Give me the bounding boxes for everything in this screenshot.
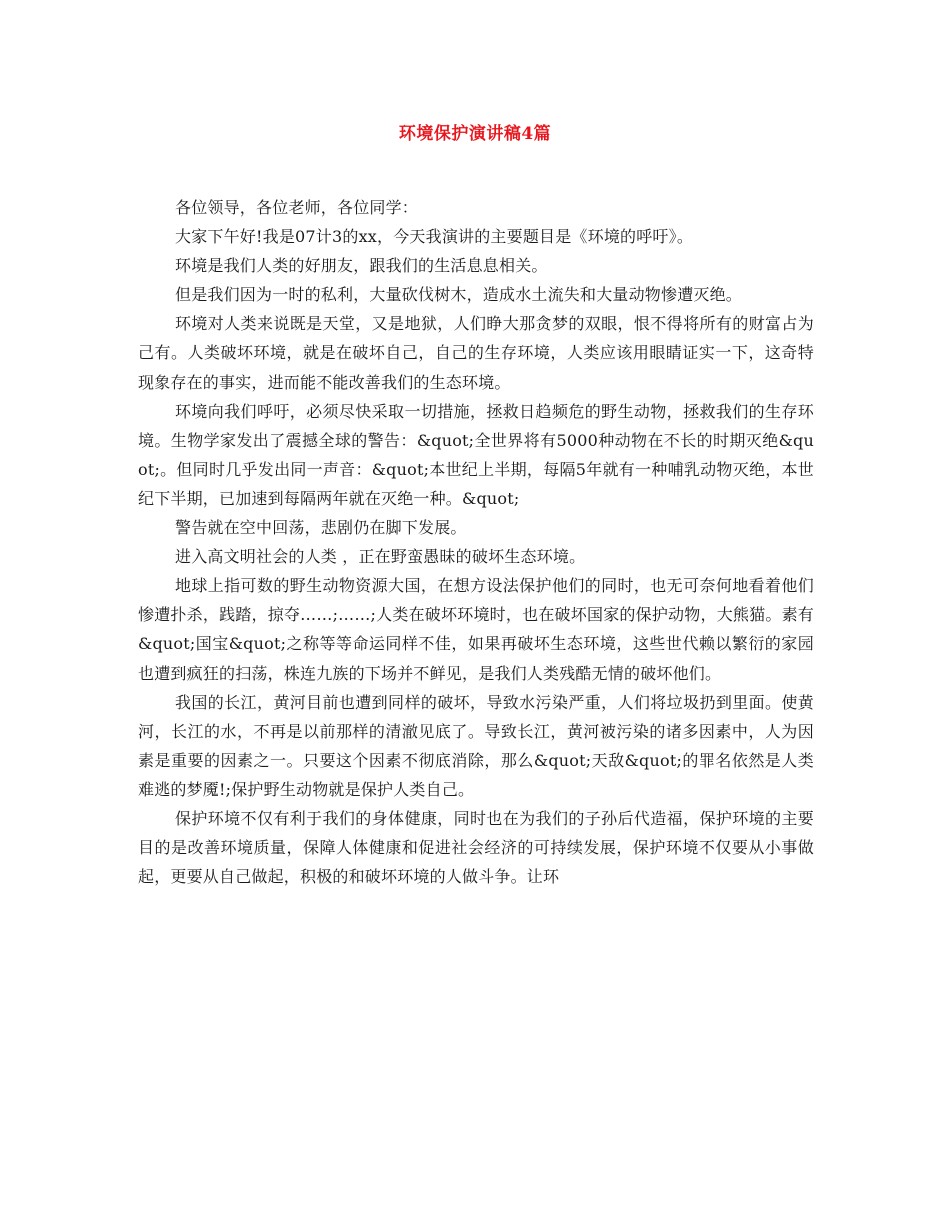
paragraph-rivers: 我国的长江，黄河目前也遭到同样的破坏，导致水污染严重，人们将垃圾扔到里面。使黄河，长江的水，不再是以前那样的清澈见底了。导致长江，黄河被污染的诸多因素中，人为因素是重要的因素之一。只要这个因素不彻底消除，那么&quot;天敌&quot;的罪名依然是人类难逃的梦魇!;保护野生动物就是保护人类自己。 [138, 692, 814, 799]
paragraph-greeting: 各位领导，各位老师，各位同学： [175, 198, 419, 217]
document-body [138, 193, 814, 891]
document-title: 环境保护演讲稿4篇 [398, 124, 552, 144]
paragraph-friend: 环境是我们人类的好朋友，跟我们的生活息息相关。 [175, 256, 548, 276]
paragraph-civilization: 进入高文明社会的人类 ，正在野蛮愚昧的破坏生态环境。 [175, 547, 586, 567]
paragraph-deforestation: 但是我们因为一时的私利，大量砍伐树木，造成水土流失和大量动物惨遭灭绝。 [175, 285, 743, 305]
paragraph-appeal: 环境向我们呼吁，必须尽快采取一切措施，拯救日趋频危的野生动物，拯救我们的生存环境。生物学家发出了震撼全球的警告：&quot;全世界将有5000种动物在不长的时期灭绝&quot;。但同时几乎发出同一声音：&quot;本世纪上半期，每隔5年就有一种哺乳动物灭绝，本世纪下半期，已加速到每隔两年就在灭绝一种。&quot; [138, 401, 814, 508]
paragraph-intro: 大家下午好!我是07计3的xx，今天我演讲的主要题目是《环境的呼吁》。 [175, 227, 694, 247]
paragraph-warning: 警告就在空中回荡，悲剧仍在脚下发展。 [175, 518, 467, 538]
paragraph-heaven-hell: 环境对人类来说既是天堂，又是地狱，人们睁大那贪梦的双眼，恨不得将所有的财富占为己有。人类破坏环境，就是在破坏自己，自己的生存环境，人类应该用眼睛证实一下，这奇特现象存在的事实，进而能不能改善我们的生态环境。 [138, 314, 814, 392]
paragraph-wildlife: 地球上指可数的野生动物资源大国，在想方设法保护他们的同时，也无可奈何地看着他们惨遭扑杀，践踏，掠夺……;……;人类在破坏环境时，也在破坏国家的保护动物，大熊猫。素有&quot;国宝&quot;之称等等命运同样不佳，如果再破坏生态环境，这些世代赖以繁衍的家园也遭到疯狂的扫荡，株连九族的下场并不鲜见，是我们人类残酷无情的破坏他们。 [138, 576, 814, 683]
paragraph-protection: 保护环境不仅有利于我们的身体健康，同时也在为我们的子孙后代造福，保护环境的主要目的是改善环境质量，保障人体健康和促进社会经济的可持续发展，保护环境不仅要从小事做起，更要从自己做起，积极的和破坏环境的人做斗争。让环 [138, 808, 814, 887]
